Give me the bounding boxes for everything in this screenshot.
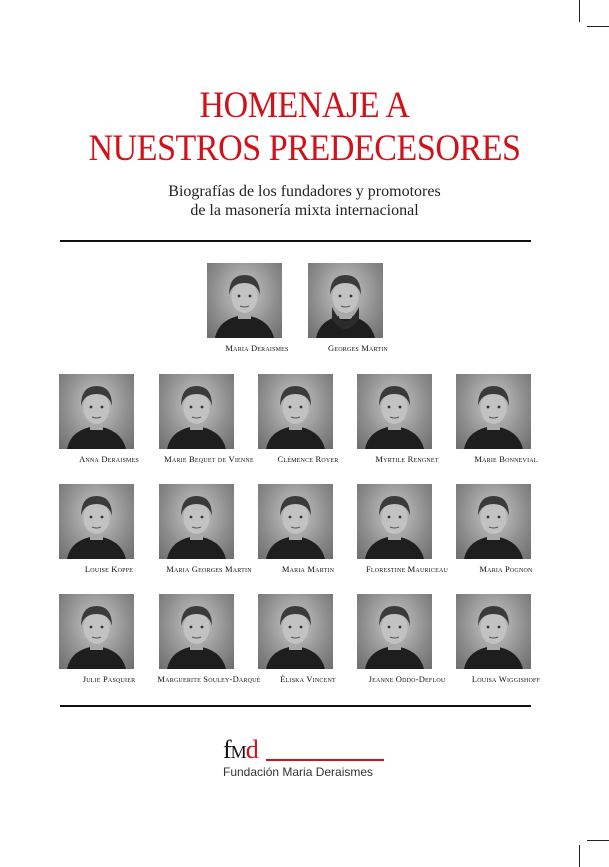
subtitle-line-1: Biografías de los fundadores y promotores <box>168 183 441 200</box>
portrait-woman-icon <box>456 484 531 559</box>
portrait-name: Clémence Royer <box>277 454 339 464</box>
logo-text: Fundación Maria Deraismes <box>223 765 374 779</box>
portrait-woman-icon <box>258 594 333 669</box>
portrait-name: Éliska Vincent <box>280 674 336 684</box>
crop-mark <box>587 26 609 27</box>
portrait-name: Jeanne Oddo-Deflou <box>368 674 446 684</box>
portrait-name: Myrtile Rengnet <box>375 454 439 464</box>
crop-mark <box>579 0 580 22</box>
portrait-woman-icon <box>159 374 234 449</box>
divider-top <box>60 240 531 242</box>
portrait-name: Anna Deraismes <box>79 454 139 464</box>
logo-underline <box>266 759 384 761</box>
portrait-name: Maria Georges Martin <box>166 564 252 574</box>
portrait-woman-icon <box>159 594 234 669</box>
portrait-woman-icon <box>159 484 234 559</box>
portrait-woman-icon <box>258 374 333 449</box>
portrait-bearded-man-icon <box>308 263 383 338</box>
portrait-name: Maria Pognon <box>479 564 533 574</box>
foundation-logo <box>220 735 390 785</box>
portrait-name: Marie Bonnevial <box>474 454 538 464</box>
portrait-name: Georges Martin <box>328 343 388 353</box>
page-title-line-2: NUESTROS PREDECESORES <box>88 128 521 169</box>
crop-mark <box>587 840 609 841</box>
portrait-name: Florestine Mauriceau <box>365 564 449 574</box>
portrait-woman-icon <box>59 594 134 669</box>
portrait-woman-icon <box>59 374 134 449</box>
portrait-woman-icon <box>357 594 432 669</box>
portrait-name: Marie Bequet de Vienne <box>164 454 254 464</box>
portrait-name: Julie Pasquier <box>82 674 136 684</box>
crop-mark <box>579 845 580 867</box>
portrait-woman-icon <box>59 484 134 559</box>
portrait-woman-icon <box>207 263 282 338</box>
portrait-name: Maria Deraismes <box>225 343 289 353</box>
portrait-name: Maria Martin <box>281 564 335 574</box>
subtitle-line-2: de la masonería mixta internacional <box>190 202 419 219</box>
portrait-woman-icon <box>456 374 531 449</box>
portrait-woman-icon <box>456 594 531 669</box>
portrait-woman-icon <box>258 484 333 559</box>
portrait-woman-icon <box>357 374 432 449</box>
logo-mark: fMd <box>223 735 258 764</box>
divider-bottom <box>60 705 531 707</box>
portrait-name: Louise Koppe <box>84 564 134 574</box>
page-title-line-1: HOMENAJE A <box>199 85 410 126</box>
portrait-name: Marguerite Souley-Darqué <box>157 674 261 684</box>
portrait-name: Louisa Wiggishoff <box>471 674 541 684</box>
portrait-woman-icon <box>357 484 432 559</box>
